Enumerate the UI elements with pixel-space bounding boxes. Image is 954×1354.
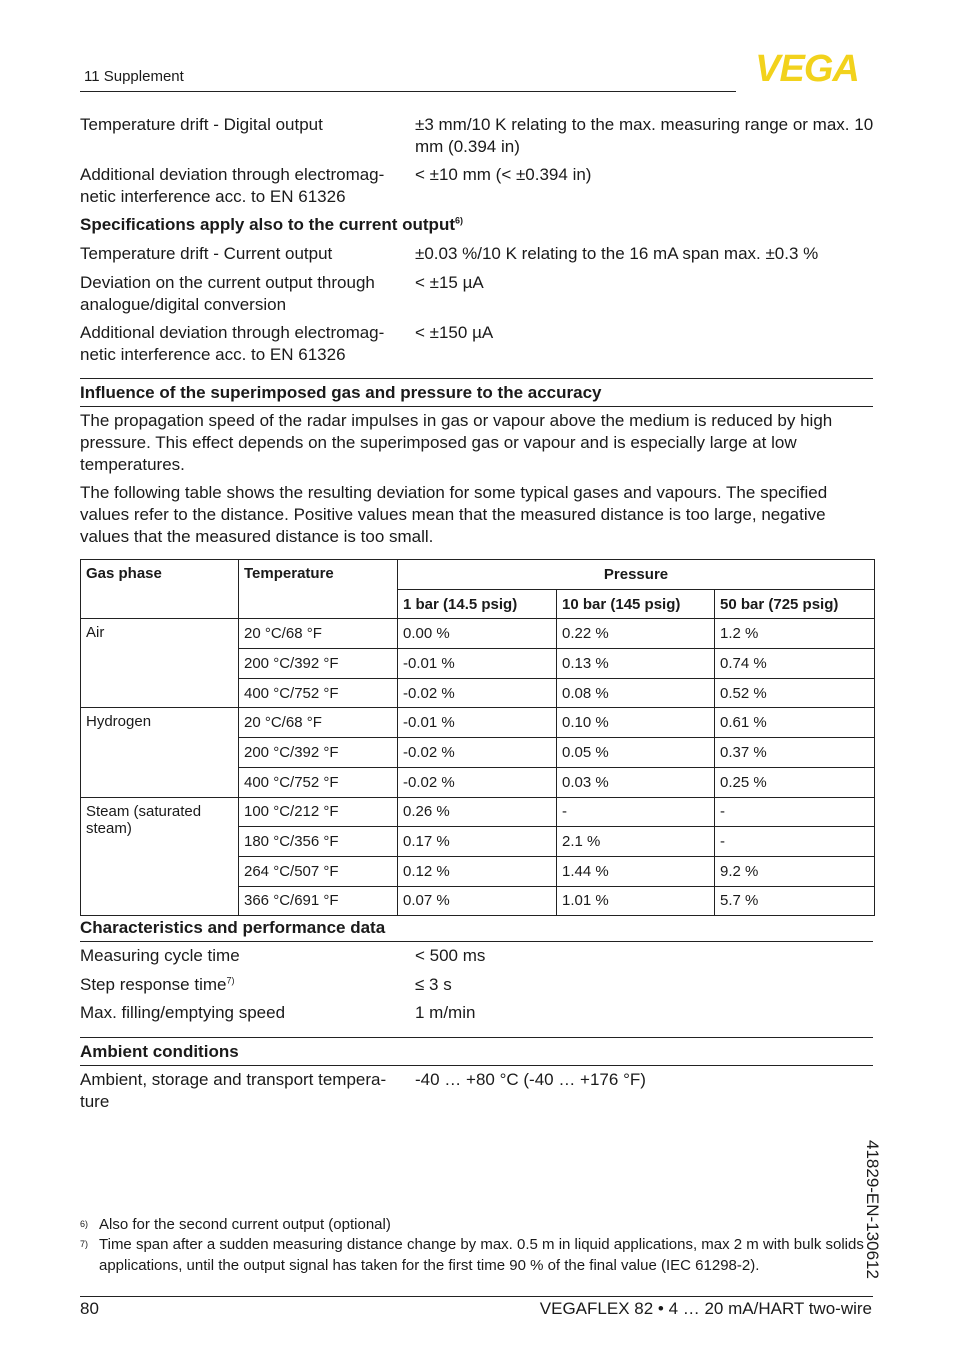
gas-phase-cell: Steam (saturated steam) [81, 797, 239, 916]
logo-text: VEGA [755, 50, 859, 84]
footnote-text: Time span after a sudden measuring distance change by max. 0.5 m in liquid applications, max 2 m with bulk solids applications, until the output signal has taken for the first time 90 % of the final value (IEC 61298-2). [99, 1236, 864, 1274]
col-header-pressure: Pressure [398, 560, 875, 590]
footnote-ref: 7) [226, 975, 235, 986]
temperature-cell: 200 °C/392 °F [239, 649, 398, 679]
col-header-pressure-2: 10 bar (145 psig) [557, 589, 715, 619]
deviation-1bar-cell: 0.17 % [398, 827, 557, 857]
characteristics-heading: Characteristics and performance data [80, 918, 386, 937]
deviation-10bar-cell: 2.1 % [557, 827, 715, 857]
document-number: 41829-EN-130612 [863, 1140, 882, 1279]
footnote-number: 7) [80, 1239, 89, 1249]
spec-value: < ±10 mm (< ±0.394 in) [415, 165, 592, 184]
footnote-text: Also for the second current output (optional) [99, 1216, 391, 1233]
spec-label: Additional deviation through electromag-netic interference acc. to EN 61326 [80, 165, 385, 206]
table-row [81, 619, 875, 649]
deviation-1bar-cell: -0.02 % [398, 767, 557, 797]
influence-heading: Influence of the superimposed gas and pressure to the accuracy [80, 383, 602, 402]
spec-value: ≤ 3 s [415, 975, 452, 994]
spec-label: Temperature drift - Current output [80, 244, 333, 263]
section-rule [80, 1037, 873, 1038]
spec-value: < 500 ms [415, 946, 486, 965]
deviation-10bar-cell: - [557, 797, 715, 827]
col-header-temperature: Temperature [239, 560, 398, 619]
deviation-10bar-cell: 0.22 % [557, 619, 715, 649]
influence-paragraph-1: The propagation speed of the radar impulses in gas or vapour above the medium is reduced by high pressure. This effect depends on the superimposed gas or vapour and is especially large at low temperatures. [80, 411, 833, 474]
spec-value: ±0.03 %/10 K relating to the 16 mA span max. ±0.3 % [415, 244, 819, 263]
deviation-10bar-cell: 1.44 % [557, 856, 715, 886]
ambient-heading: Ambient conditions [80, 1042, 239, 1061]
temperature-cell: 366 °C/691 °F [239, 886, 398, 916]
spec-value: < ±150 µA [415, 323, 494, 342]
spec-value: -40 … +80 °C (-40 … +176 °F) [415, 1070, 646, 1089]
spec-label: Temperature drift - Digital output [80, 115, 323, 134]
temperature-cell: 20 °C/68 °F [239, 708, 398, 738]
table-row [81, 797, 875, 827]
footnote-number: 6) [80, 1219, 89, 1229]
influence-paragraph-2: The following table shows the resulting deviation for some typical gases and vapours. The specified values refer to the distance. Positive values mean that the measured distance is too large, negative values that the measured distance is too small. [80, 483, 828, 546]
gas-phase-cell: Hydrogen [81, 708, 239, 797]
deviation-10bar-cell: 1.01 % [557, 886, 715, 916]
temperature-cell: 180 °C/356 °F [239, 827, 398, 857]
deviation-10bar-cell: 0.05 % [557, 738, 715, 768]
section-rule [80, 406, 873, 407]
spec-label-text: Step response time [80, 975, 227, 994]
col-header-pressure-1: 1 bar (14.5 psig) [398, 589, 557, 619]
spec-label: Ambient, storage and transport tempera-ture [80, 1070, 387, 1111]
deviation-10bar-cell: 0.03 % [557, 767, 715, 797]
deviation-1bar-cell: -0.02 % [398, 738, 557, 768]
spec-label: Additional deviation through electromag-netic interference acc. to EN 61326 [80, 323, 385, 364]
gas-phase-cell: Air [81, 619, 239, 708]
deviation-1bar-cell: 0.07 % [398, 886, 557, 916]
current-output-heading [80, 214, 875, 236]
deviation-50bar-cell: - [715, 797, 875, 827]
col-header-gas: Gas phase [81, 560, 239, 619]
table-row [81, 708, 875, 738]
deviation-1bar-cell: 0.26 % [398, 797, 557, 827]
temperature-cell: 264 °C/507 °F [239, 856, 398, 886]
deviation-50bar-cell: 1.2 % [715, 619, 875, 649]
page-number: 80 [80, 1299, 99, 1318]
deviation-1bar-cell: 0.00 % [398, 619, 557, 649]
product-name: VEGAFLEX 82 • 4 … 20 mA/HART two-wire [539, 1299, 872, 1318]
header-rule [80, 91, 736, 92]
deviation-1bar-cell: -0.01 % [398, 708, 557, 738]
deviation-50bar-cell: 0.61 % [715, 708, 875, 738]
section-label: 11 Supplement [84, 68, 184, 85]
footer-rule [80, 1296, 873, 1297]
spec-label: Max. filling/emptying speed [80, 1003, 286, 1022]
spec-value: 1 m/min [415, 1003, 476, 1022]
table-header-row [81, 560, 875, 590]
col-header-pressure-3: 50 bar (725 psig) [715, 589, 875, 619]
spec-label [80, 974, 408, 996]
footnote-ref: 6) [455, 215, 464, 226]
temperature-cell: 100 °C/212 °F [239, 797, 398, 827]
deviation-50bar-cell: 0.74 % [715, 649, 875, 679]
spec-value: ±3 mm/10 K relating to the max. measuring range or max. 10 mm (0.394 in) [415, 115, 874, 156]
deviation-50bar-cell: 0.52 % [715, 678, 875, 708]
deviation-10bar-cell: 0.08 % [557, 678, 715, 708]
temperature-cell: 400 °C/752 °F [239, 678, 398, 708]
gas-deviation-table [80, 559, 875, 916]
section-rule [80, 941, 873, 942]
deviation-10bar-cell: 0.13 % [557, 649, 715, 679]
deviation-50bar-cell: 9.2 % [715, 856, 875, 886]
temperature-cell: 400 °C/752 °F [239, 767, 398, 797]
section-rule [80, 1065, 873, 1066]
deviation-50bar-cell: - [715, 827, 875, 857]
spec-value: < ±15 µA [415, 273, 484, 292]
deviation-50bar-cell: 0.37 % [715, 738, 875, 768]
spec-label: Measuring cycle time [80, 946, 240, 965]
deviation-1bar-cell: 0.12 % [398, 856, 557, 886]
section-rule [80, 378, 873, 379]
vega-logo [742, 50, 872, 84]
spec-label: Deviation on the current output through analogue/digital conversion [80, 273, 375, 314]
deviation-50bar-cell: 0.25 % [715, 767, 875, 797]
deviation-10bar-cell: 0.10 % [557, 708, 715, 738]
current-output-heading-text: Specifications apply also to the current output [80, 215, 455, 234]
deviation-50bar-cell: 5.7 % [715, 886, 875, 916]
deviation-1bar-cell: -0.02 % [398, 678, 557, 708]
deviation-1bar-cell: -0.01 % [398, 649, 557, 679]
temperature-cell: 20 °C/68 °F [239, 619, 398, 649]
temperature-cell: 200 °C/392 °F [239, 738, 398, 768]
